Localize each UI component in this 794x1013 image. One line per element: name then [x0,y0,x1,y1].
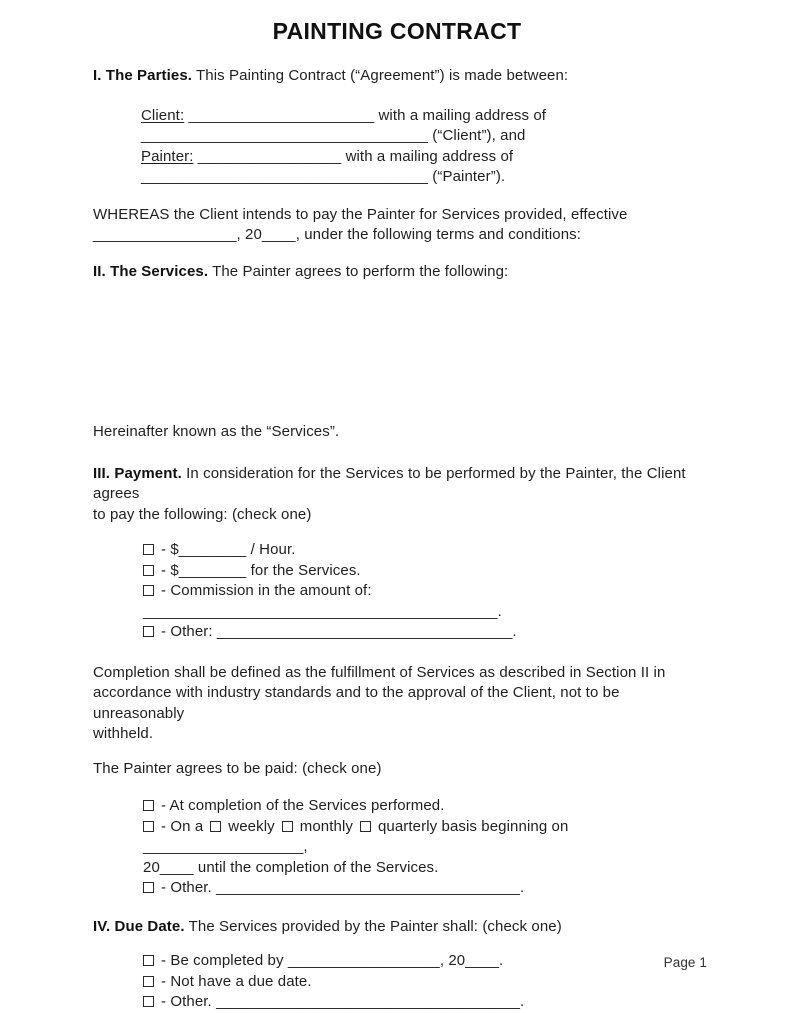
completion-line-2: accordance with industry standards and to the approval of the Client, not to be unreasonably [93,684,620,722]
services-heading [93,262,701,283]
payment-option-commission [143,581,701,622]
completion-paragraph [93,663,701,745]
whereas-line-2: _________________, 20____, under the following terms and conditions: [93,226,582,243]
due-no-date-label: - Not have a due date. [161,972,312,990]
payment-fixed-checkbox[interactable] [143,565,154,576]
parties-heading [93,66,701,87]
due-date-heading-text: The Services provided by the Painter shall: (check one) [188,917,562,935]
completion-line-1: Completion shall be defined as the fulfillment of Services as described in Section II in [93,663,666,681]
payment-other-checkbox[interactable] [143,626,154,637]
client-name-line [141,106,701,127]
due-date-options [143,951,701,1013]
paid-at-completion-checkbox[interactable] [143,800,154,811]
recurring-quarterly-checkbox[interactable] [360,821,371,832]
parties-heading-text: This Painting Contract (“Agreement”) is made between: [196,67,569,84]
due-other-label: - Other. ____________________________________. [161,993,525,1010]
paid-other-checkbox[interactable] [143,882,154,893]
payment-heading-number: III. Payment. [93,464,182,482]
painter-name-line [141,147,701,168]
services-heading-text: The Painter agrees to perform the following: [212,262,509,280]
paid-other-label: - Other. ____________________________________. [161,879,525,896]
client-name-blank: ______________________ with a mailing address of [188,106,547,124]
payment-commission-checkbox[interactable] [143,585,154,596]
completion-line-3: withheld. [93,725,154,742]
payment-commission-label: - Commission in the amount of: __________________________________________. [143,582,502,620]
client-label: Client: [141,106,185,124]
payment-option-fixed [143,561,701,582]
payment-option-other [143,622,701,643]
painter-address-line: __________________________________ (“Painter”). [141,168,506,185]
due-option-other [143,992,701,1013]
recurring-weekly-checkbox[interactable] [210,821,221,832]
client-address-line: __________________________________ (“Client”), and [141,127,526,144]
schedule-recurring-continuation: 20____ until the completion of the Services. [143,858,439,876]
payment-fixed-label: - $________ for the Services. [161,561,361,579]
parties-fill-block [141,106,701,188]
document-title: PAINTING CONTRACT [272,18,522,44]
parties-heading-number: I. The Parties. [93,67,193,84]
payment-other-label: - Other: ___________________________________. [161,623,517,640]
due-date-heading [93,917,701,938]
due-other-checkbox[interactable] [143,996,154,1007]
recurring-monthly-label: monthly [299,817,353,835]
due-option-completed-by [143,951,701,972]
paid-recurring-checkbox[interactable] [143,821,154,832]
services-heading-number: II. The Services. [93,262,209,280]
due-date-heading-number: IV. Due Date. [93,917,185,935]
paid-at-completion-label: - At completion of the Services performed. [161,797,445,814]
recurring-prefix-label: - On a [161,817,204,835]
schedule-heading: The Painter agrees to be paid: (check one) [93,759,382,777]
due-no-date-checkbox[interactable] [143,976,154,987]
painter-label: Painter: [141,147,194,165]
schedule-option-at-completion [143,796,701,817]
payment-hourly-checkbox[interactable] [143,544,154,555]
whereas-paragraph [93,205,701,246]
painter-name-blank: _________________ with a mailing address of [197,147,514,165]
payment-option-hourly [143,540,701,561]
payment-heading-line-2: to pay the following: (check one) [93,505,312,523]
payment-heading-line-1 [93,464,701,505]
page-number: Page 1 [663,955,707,970]
due-option-no-due-date [143,972,701,993]
whereas-line-1: WHEREAS the Client intends to pay the Painter for Services provided, effective [93,205,628,223]
payment-heading-text: In consideration for the Services to be performed by the Painter, the Client agrees [93,464,686,502]
schedule-options [143,796,701,899]
due-completed-by-checkbox[interactable] [143,955,154,966]
schedule-option-other [143,878,701,899]
due-completed-by-label: - Be completed by __________________, 20____. [161,952,504,969]
payment-hourly-label: - $________ / Hour. [161,541,296,558]
recurring-weekly-label: weekly [228,817,275,835]
schedule-option-recurring [143,817,701,858]
recurring-monthly-checkbox[interactable] [282,821,293,832]
hereinafter-note: Hereinafter known as the “Services”. [93,423,340,440]
payment-options [143,540,701,643]
recurring-quarterly-label: quarterly basis beginning on ___________________, [143,817,569,855]
payment-heading [93,464,701,526]
